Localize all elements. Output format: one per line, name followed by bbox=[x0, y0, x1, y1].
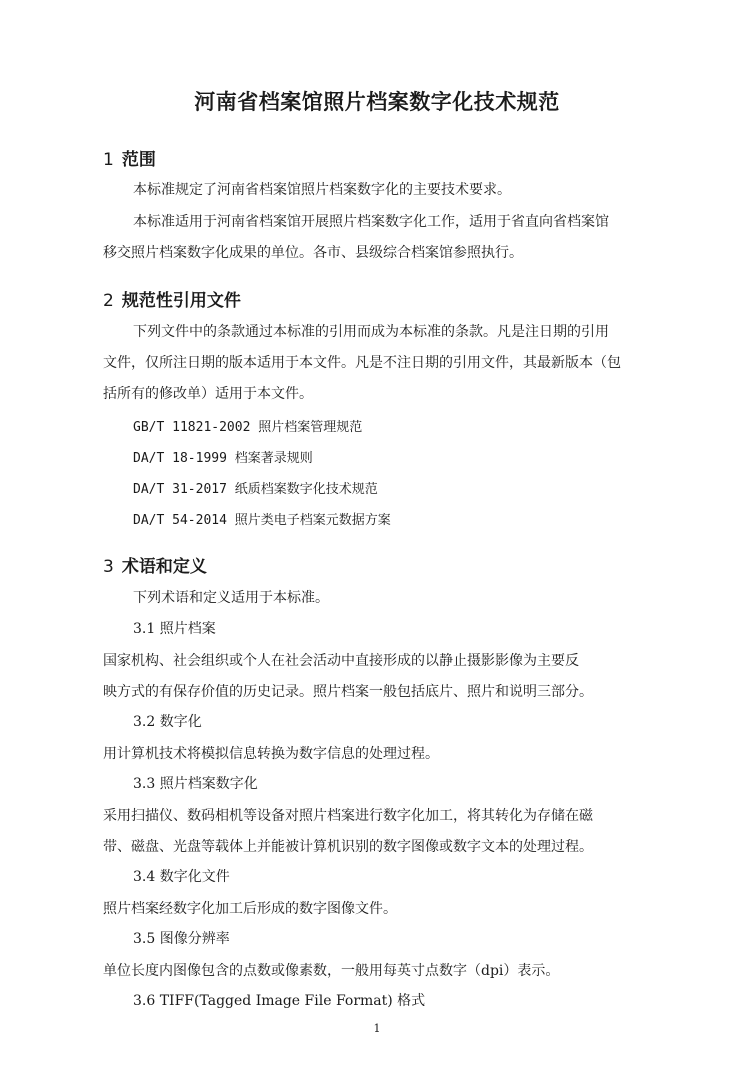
definition-line: 带、磁盘、光盘等载体上并能被计算机识别的数字图像或数字文本的处理过程。 bbox=[103, 839, 593, 855]
paragraph-line: 下列术语和定义适用于本标准。 bbox=[133, 590, 329, 606]
definition-line: 映方式的有保存价值的历史记录。照片档案一般包括底片、照片和说明三部分。 bbox=[103, 684, 593, 700]
section-3-heading bbox=[103, 552, 207, 577]
reference-item: DA/T 31-2017 纸质档案数字化技术规范 bbox=[133, 482, 378, 497]
term-heading: 3.5 图像分辨率 bbox=[133, 931, 230, 947]
reference-item: DA/T 54-2014 照片类电子档案元数据方案 bbox=[133, 513, 391, 528]
paragraph-line: 本标准规定了河南省档案馆照片档案数字化的主要技术要求。 bbox=[133, 182, 511, 198]
definition-line: 照片档案经数字化加工后形成的数字图像文件。 bbox=[103, 901, 397, 917]
paragraph-line: 下列文件中的条款通过本标准的引用而成为本标准的条款。凡是注日期的引用 bbox=[133, 324, 609, 340]
definition-line: 采用扫描仪、数码相机等设备对照片档案进行数字化加工，将其转化为存储在磁 bbox=[103, 808, 593, 824]
definition-line: 单位长度内图像包含的点数或像素数，一般用每英寸点数字（dpi）表示。 bbox=[103, 963, 560, 979]
section-title: 规范性引用文件 bbox=[121, 291, 241, 311]
paragraph-line: 括所有的修改单）适用于本文件。 bbox=[103, 386, 313, 402]
section-number: 1 bbox=[103, 150, 114, 170]
term-heading: 3.6 TIFF(Tagged Image File Format) 格式 bbox=[133, 993, 426, 1009]
paragraph-line: 移交照片档案数字化成果的单位。各市、县级综合档案馆参照执行。 bbox=[103, 245, 523, 261]
section-title: 范围 bbox=[121, 150, 156, 170]
paragraph-line: 文件，仅所注日期的版本适用于本文件。凡是不注日期的引用文件，其最新版本（包 bbox=[103, 355, 621, 371]
term-heading: 3.1 照片档案 bbox=[133, 621, 216, 637]
definition-line: 用计算机技术将模拟信息转换为数字信息的处理过程。 bbox=[103, 746, 439, 762]
paragraph-line: 本标准适用于河南省档案馆开展照片档案数字化工作，适用于省直向省档案馆 bbox=[133, 214, 609, 230]
term-heading: 3.4 数字化文件 bbox=[133, 869, 230, 885]
term-heading: 3.3 照片档案数字化 bbox=[133, 776, 258, 792]
term-heading: 3.2 数字化 bbox=[133, 714, 202, 730]
reference-item: GB/T 11821-2002 照片档案管理规范 bbox=[133, 420, 363, 435]
page-number: 1 bbox=[373, 1022, 381, 1035]
section-2-heading bbox=[103, 286, 241, 311]
section-number: 2 bbox=[103, 291, 114, 311]
document-title: 河南省档案馆照片档案数字化技术规范 bbox=[194, 90, 560, 114]
section-1-heading bbox=[103, 145, 156, 170]
definition-line: 国家机构、社会组织或个人在社会活动中直接形成的以静止摄影影像为主要反 bbox=[103, 653, 579, 669]
section-number: 3 bbox=[103, 557, 114, 577]
reference-item: DA/T 18-1999 档案著录规则 bbox=[133, 451, 313, 466]
section-title: 术语和定义 bbox=[121, 557, 207, 577]
